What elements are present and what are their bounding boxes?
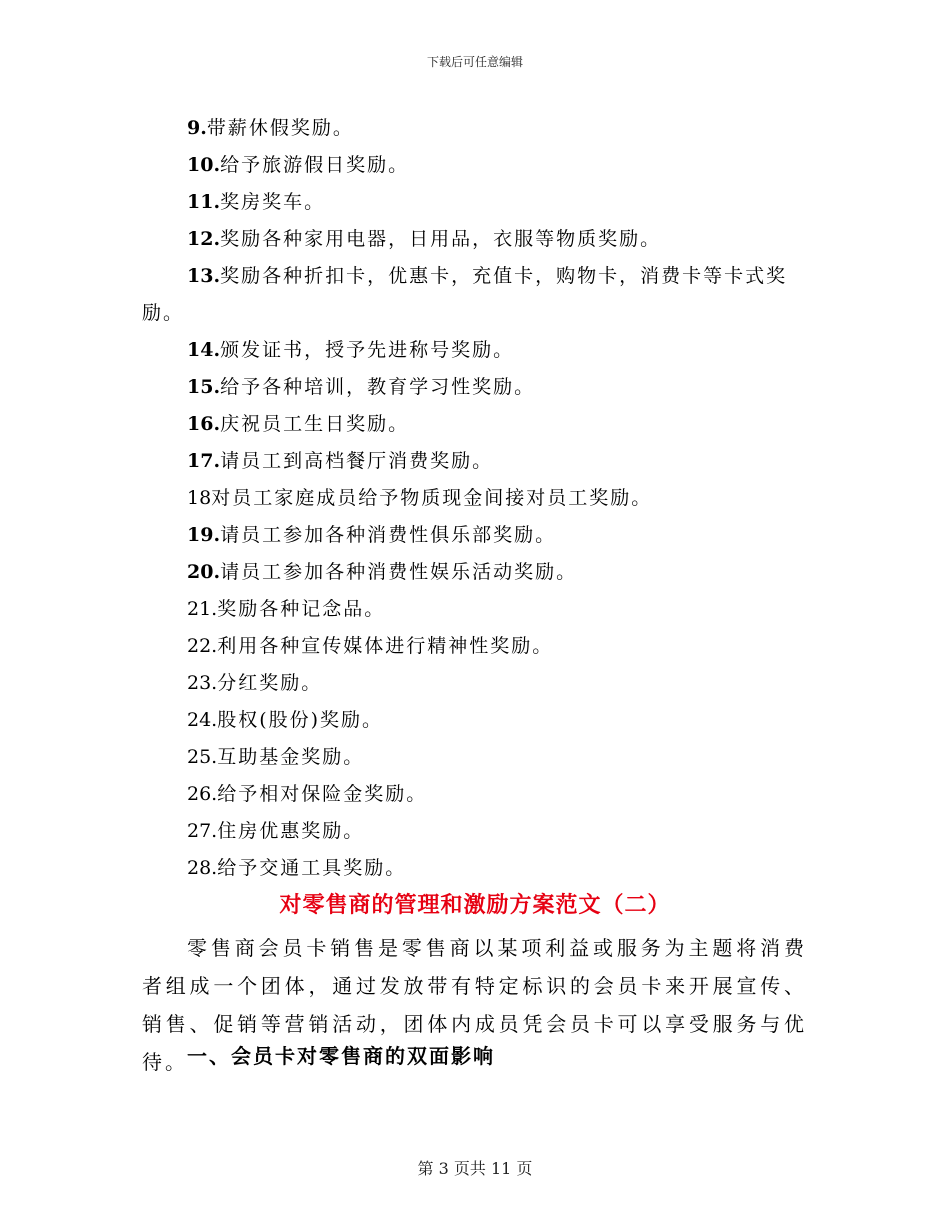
list-item-number: 11. xyxy=(187,191,221,213)
list-item-number: 20. xyxy=(187,561,221,583)
list-item xyxy=(142,406,812,443)
list-item xyxy=(142,332,812,369)
header-note: 下载后可任意编辑 xyxy=(426,55,523,69)
list-item-text: 奖励各种折扣卡，优惠卡，充值卡，购物卡，消费卡等卡式奖励。 xyxy=(142,265,788,324)
list-item-text: 给予相对保险金奖励。 xyxy=(217,783,428,805)
list-item xyxy=(142,110,812,147)
list-item xyxy=(142,702,812,739)
list-item xyxy=(142,443,812,480)
list-item xyxy=(142,184,812,221)
list-item-number: 24. xyxy=(187,709,218,731)
list-item xyxy=(142,850,812,887)
list-item-text: 股权(股份)奖励。 xyxy=(217,709,384,731)
page-footer: 第 3 页共 11 页 xyxy=(417,1159,533,1178)
list-item xyxy=(142,591,812,628)
body-paragraph: 零售商会员卡销售是零售商以某项利益或服务为主题将消费者组成一个团体，通过发放带有特定标识的会员卡来开展宣传、销售、促销等营销活动，团体内成员凭会员卡可以享受服务与优待。 xyxy=(142,936,807,1074)
list-item xyxy=(142,258,812,332)
list-item xyxy=(142,776,812,813)
list-item xyxy=(142,221,812,258)
section-title: 对零售商的管理和激励方案范文（二） xyxy=(279,892,671,918)
list-item-text: 颁发证书，授予先进称号奖励。 xyxy=(220,339,515,361)
list-item-number: 10. xyxy=(187,154,221,176)
award-list xyxy=(142,110,812,887)
subheading: 一、会员卡对零售商的双面影响 xyxy=(187,1044,495,1068)
list-item-number: 16. xyxy=(187,413,221,435)
list-item-text: 请员工到高档餐厅消费奖励。 xyxy=(220,450,494,472)
list-item xyxy=(142,369,812,406)
list-item-text: 对员工家庭成员给予物质现金间接对员工奖励。 xyxy=(211,487,653,509)
list-item xyxy=(142,739,812,776)
list-item-number: 17. xyxy=(187,450,221,472)
list-item-number: 22. xyxy=(187,635,218,657)
list-item-number: 25. xyxy=(187,746,218,768)
list-item xyxy=(142,147,812,184)
list-item-text: 奖房奖车。 xyxy=(220,191,326,213)
list-item-text: 分红奖励。 xyxy=(217,672,323,694)
list-item-number: 23. xyxy=(187,672,218,694)
list-item-number: 21. xyxy=(187,598,218,620)
list-item xyxy=(142,813,812,850)
list-item-number: 14. xyxy=(187,339,221,361)
list-item-text: 给予旅游假日奖励。 xyxy=(220,154,410,176)
list-item xyxy=(142,628,812,665)
list-item-text: 给予交通工具奖励。 xyxy=(217,857,407,879)
list-item-number: 28. xyxy=(187,857,218,879)
list-item-number: 12. xyxy=(187,228,221,250)
list-item-text: 庆祝员工生日奖励。 xyxy=(220,413,410,435)
list-item-number: 13. xyxy=(187,265,221,287)
list-item-text: 奖励各种家用电器，日用品，衣服等物质奖励。 xyxy=(220,228,662,250)
list-item-text: 请员工参加各种消费性俱乐部奖励。 xyxy=(220,524,557,546)
list-item-text: 互助基金奖励。 xyxy=(217,746,365,768)
list-item-text: 利用各种宣传媒体进行精神性奖励。 xyxy=(217,635,554,657)
list-item-text: 给予各种培训，教育学习性奖励。 xyxy=(220,376,536,398)
list-item xyxy=(142,480,812,517)
list-item-number: 18 xyxy=(187,487,212,509)
list-item-text: 住房优惠奖励。 xyxy=(217,820,365,842)
list-item-number: 26. xyxy=(187,783,218,805)
list-item-text: 奖励各种记念品。 xyxy=(217,598,386,620)
list-item-number: 19. xyxy=(187,524,221,546)
list-item xyxy=(142,554,812,591)
list-item-text: 请员工参加各种消费性娱乐活动奖励。 xyxy=(220,561,578,583)
list-item xyxy=(142,517,812,554)
list-item-number: 15. xyxy=(187,376,221,398)
list-item-text: 带薪休假奖励。 xyxy=(206,117,354,139)
list-item-number: 9. xyxy=(187,117,207,139)
list-item-number: 27. xyxy=(187,820,218,842)
list-item xyxy=(142,665,812,702)
